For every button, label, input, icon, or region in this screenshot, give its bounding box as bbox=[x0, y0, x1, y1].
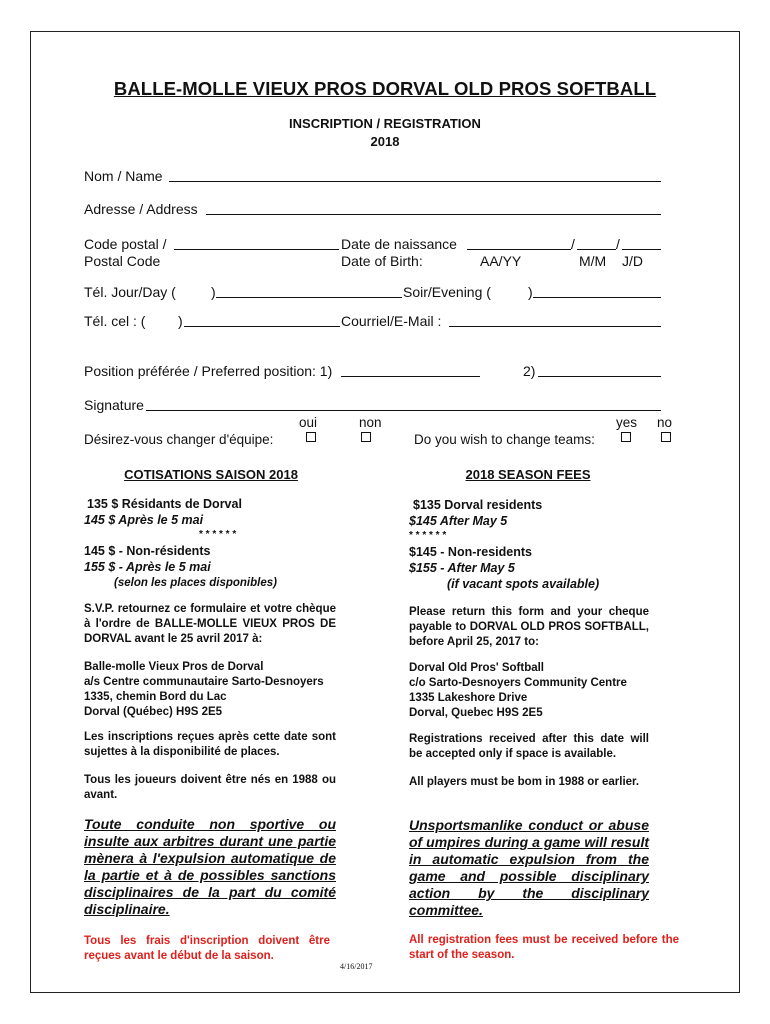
oui-label: oui bbox=[299, 415, 318, 430]
conduct-warning-fr: Toute conduite non sportive ou insulte aux arbitres durant une partie mènera à l'expulsion automatique de la partie et à de possibles sanctions disciplinaires de la part du comité disciplinaire. bbox=[84, 816, 336, 917]
mailing-address-line3-en: 1335 Lakeshore Drive bbox=[409, 692, 528, 704]
tel-evening-label: Soir/Evening ( bbox=[403, 284, 491, 300]
yes-label: yes bbox=[616, 415, 638, 430]
mailing-address-line4-en: Dorval, Quebec H9S 2E5 bbox=[409, 707, 543, 719]
fee-nonresident-en: $145 - Non-residents bbox=[409, 545, 532, 559]
separator-stars-fr: * * * * * * bbox=[199, 529, 237, 540]
dob-day-field[interactable] bbox=[622, 249, 661, 250]
fee-nonresident-late-fr: 155 $ - Après le 5 mai bbox=[84, 560, 211, 574]
tel-day-field[interactable] bbox=[216, 297, 402, 298]
fee-availability-fr: (selon les places disponibles) bbox=[114, 577, 277, 589]
mailing-address-line1-en: Dorval Old Pros' Softball bbox=[409, 662, 545, 674]
form-year: 2018 bbox=[370, 134, 400, 149]
dob-month-hint: M/M bbox=[579, 253, 607, 269]
birth-year-rule-en: All players must be bom in 1988 or earlier. bbox=[409, 776, 640, 788]
tel-day-paren: ) bbox=[211, 284, 216, 300]
fee-resident-en: $135 Dorval residents bbox=[413, 498, 543, 512]
late-registration-fr: Les inscriptions reçues après cette date sont sujettes à la disponibilité de places. bbox=[84, 731, 336, 758]
postal-code-field[interactable] bbox=[174, 249, 339, 250]
fees-heading-en: 2018 SEASON FEES bbox=[465, 467, 591, 482]
tel-cell-label: Tél. cel : ( bbox=[84, 313, 146, 329]
change-team-label-fr: Désirez-vous changer d'équipe: bbox=[84, 432, 274, 447]
page-title: BALLE-MOLLE VIEUX PROS DORVAL OLD PROS SOFTBALL bbox=[113, 78, 657, 99]
mailing-address-line1-fr: Balle-molle Vieux Pros de Dorval bbox=[84, 661, 264, 673]
change-team-non-checkbox[interactable] bbox=[361, 432, 371, 442]
separator-stars-en: * * * * * * bbox=[409, 530, 447, 541]
birth-year-rule-fr: Tous les joueurs doivent être nés en 1988 ou avant. bbox=[84, 774, 336, 801]
dob-day-hint: J/D bbox=[622, 253, 643, 269]
tel-evening-field[interactable] bbox=[533, 297, 661, 298]
position-1-field[interactable] bbox=[341, 376, 480, 377]
non-label: non bbox=[359, 415, 382, 430]
fee-availability-en: (if vacant spots available) bbox=[447, 577, 600, 591]
dob-slash-2: / bbox=[616, 236, 620, 252]
fee-resident-late-en: $145 After May 5 bbox=[409, 514, 508, 528]
dob-month-field[interactable] bbox=[577, 249, 616, 250]
signature-field[interactable] bbox=[146, 410, 661, 411]
mailing-address-line3-fr: 1335, chemin Bord du Lac bbox=[84, 691, 227, 703]
signature-label: Signature bbox=[84, 397, 144, 413]
tel-cell-field[interactable] bbox=[184, 326, 340, 327]
mailing-address-line4-fr: Dorval (Québec) H9S 2E5 bbox=[84, 706, 223, 718]
position-label: Position préférée / Preferred position: 1) bbox=[84, 363, 333, 379]
return-instructions-fr: S.V.P. retournez ce formulaire et votre chèque à l'ordre de BALLE-MOLLE VIEUX PROS DE DORVAL avant le 25 avril 2017 à: bbox=[84, 603, 336, 645]
no-label: no bbox=[657, 415, 673, 430]
position-2-field[interactable] bbox=[538, 376, 661, 377]
address-field[interactable] bbox=[206, 214, 661, 215]
address-label: Adresse / Address bbox=[84, 201, 198, 217]
fee-resident-fr: 135 $ Résidants de Dorval bbox=[87, 497, 242, 511]
dob-year-field[interactable] bbox=[467, 249, 571, 250]
fees-due-notice-fr: Tous les frais d'inscription doivent être reçues avant le début de la saison. bbox=[84, 935, 330, 962]
postal-code-label: Code postal / bbox=[84, 236, 167, 252]
late-registration-en: Registrations received after this date will be accepted only if space is available. bbox=[409, 733, 649, 760]
return-instructions-en: Please return this form and your cheque payable to DORVAL OLD PROS SOFTBALL, before April 25, 2017 to: bbox=[409, 606, 649, 648]
fee-nonresident-late-en: $155 - After May 5 bbox=[409, 561, 515, 575]
position-2-label: 2) bbox=[523, 363, 536, 379]
name-label: Nom / Name bbox=[84, 168, 163, 184]
fees-due-notice-en: All registration fees must be received before the start of the season. bbox=[409, 934, 679, 961]
email-label: Courriel/E-Mail : bbox=[341, 313, 442, 329]
fee-nonresident-fr: 145 $ - Non-résidents bbox=[84, 544, 211, 558]
name-field[interactable] bbox=[169, 181, 661, 182]
dob-label-en: Date of Birth: bbox=[341, 253, 423, 269]
dob-label: Date de naissance bbox=[341, 236, 457, 252]
form-subtitle: INSCRIPTION / REGISTRATION bbox=[289, 116, 481, 131]
tel-evening-paren: ) bbox=[528, 284, 533, 300]
email-field[interactable] bbox=[449, 326, 661, 327]
change-team-yes-checkbox[interactable] bbox=[621, 432, 631, 442]
change-team-oui-checkbox[interactable] bbox=[306, 432, 316, 442]
change-team-label-en: Do you wish to change teams: bbox=[414, 432, 595, 447]
dob-year-hint: AA/YY bbox=[480, 253, 522, 269]
footer-date: 4/16/2017 bbox=[340, 962, 373, 971]
tel-cell-paren: ) bbox=[178, 313, 183, 329]
dob-slash-1: / bbox=[571, 236, 575, 252]
tel-day-label: Tél. Jour/Day ( bbox=[84, 284, 176, 300]
change-team-no-checkbox[interactable] bbox=[661, 432, 671, 442]
mailing-address-line2-en: c/o Sarto-Desnoyers Community Centre bbox=[409, 677, 627, 689]
postal-code-label-en: Postal Code bbox=[84, 253, 161, 269]
conduct-warning-en: Unsportsmanlike conduct or abuse of umpires during a game will result in automatic expulsion from the game and possible disciplinary action by the disciplinary committee. bbox=[409, 817, 649, 918]
mailing-address-line2-fr: a/s Centre communautaire Sarto-Desnoyers bbox=[84, 676, 324, 688]
fees-heading-fr: COTISATIONS SAISON 2018 bbox=[124, 467, 298, 482]
fee-resident-late-fr: 145 $ Après le 5 mai bbox=[84, 513, 204, 527]
